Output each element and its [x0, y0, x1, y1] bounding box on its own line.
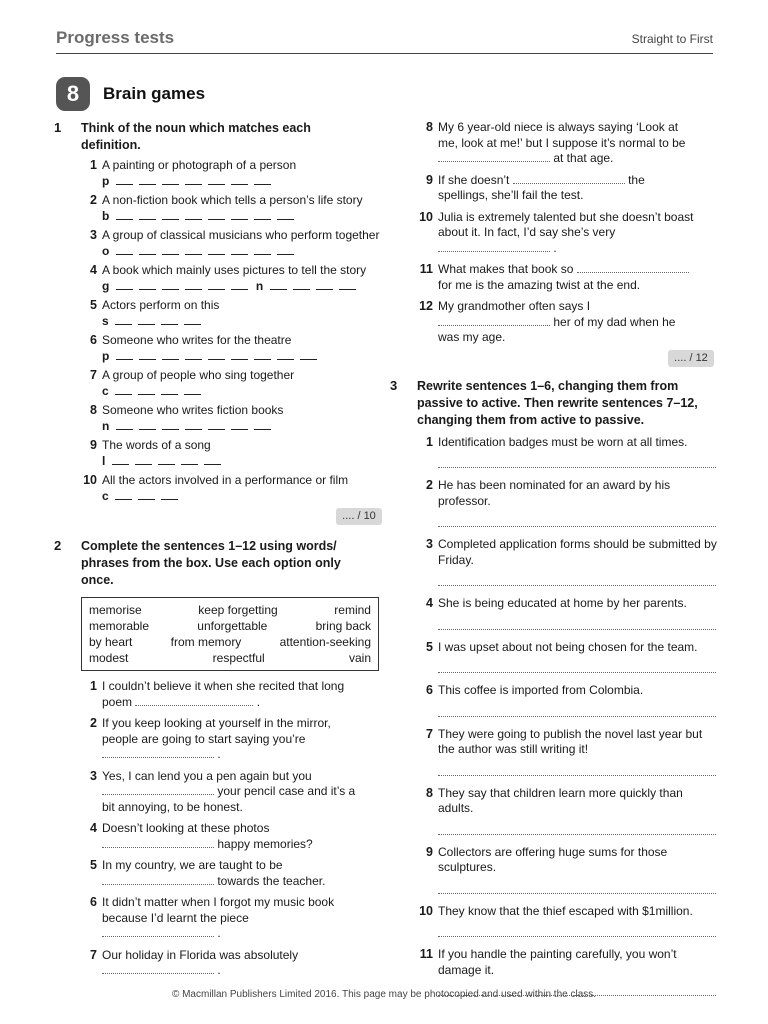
item-number: 1: [90, 679, 97, 693]
item-number: 4: [90, 821, 97, 835]
letter-blank[interactable]: [162, 175, 179, 185]
word-option: remind: [334, 603, 371, 617]
header-book-title: Straight to First: [631, 32, 713, 46]
answer-blanks[interactable]: [102, 454, 381, 470]
definition-text: The words of a song: [102, 438, 211, 452]
word-option: respectful: [212, 651, 265, 665]
answer-blanks[interactable]: [102, 419, 381, 435]
first-letter: c: [102, 383, 110, 398]
word-option: attention-seeking: [279, 635, 371, 649]
sentence-part: .: [256, 694, 261, 709]
definition-item: [81, 473, 381, 504]
sentence-part: her of my dad when he was my age.: [438, 314, 676, 344]
item-number: 8: [426, 785, 433, 800]
sentence-part: .: [217, 747, 221, 761]
letter-blank[interactable]: [139, 175, 156, 185]
rewrite-item: [417, 596, 717, 630]
sentence-text: She is being educated at home by her parents.: [438, 596, 687, 610]
rewrite-item: [417, 683, 717, 717]
sentence-part: happy memories?: [217, 836, 313, 851]
letter-blank[interactable]: [231, 175, 248, 185]
definition-text: A group of classical musicians who perform together: [102, 228, 380, 242]
item-number: 10: [419, 903, 433, 918]
answer-gap[interactable]: [102, 876, 214, 885]
word-option: unforgettable: [197, 619, 268, 633]
page-header: [56, 26, 713, 54]
sentence-text: [102, 948, 359, 979]
word-box: [81, 597, 379, 671]
answer-line[interactable]: [438, 766, 716, 776]
first-letter: p: [102, 348, 110, 363]
answer-blanks[interactable]: [102, 209, 381, 225]
answer-line[interactable]: [438, 458, 716, 468]
item-number: 8: [90, 403, 97, 417]
first-letter: p: [102, 173, 110, 188]
first-letter: n: [255, 278, 264, 293]
letter-blank[interactable]: [135, 455, 152, 465]
letter-blank[interactable]: [208, 175, 225, 185]
item-number: 1: [426, 434, 433, 449]
sentence-item: [81, 679, 359, 710]
item-number: 2: [90, 716, 97, 730]
sentence-text: [102, 769, 359, 816]
sentence-part: It didn’t matter when I forgot my music book because I’d learnt the piece: [102, 895, 335, 925]
letter-blank[interactable]: [204, 455, 221, 465]
sentence-text: [102, 858, 359, 889]
letter-blank[interactable]: [254, 245, 271, 255]
letter-blank[interactable]: [208, 350, 225, 360]
answer-gap[interactable]: [438, 317, 550, 326]
section-number: 1: [54, 120, 62, 135]
answer-line[interactable]: [438, 707, 716, 717]
definition-item: [81, 193, 381, 224]
instruction-range: 1–6: [530, 378, 552, 393]
definition-item: [81, 263, 381, 294]
letter-blank[interactable]: [139, 350, 156, 360]
sentence-text: [102, 679, 359, 710]
definition-item: [81, 228, 381, 259]
header-title: Progress tests: [56, 28, 175, 47]
definition-text: A non-fiction book which tells a person’s life story: [102, 193, 363, 207]
word-option: memorise: [89, 603, 142, 617]
answer-line[interactable]: [438, 927, 716, 937]
sentence-text: They know that the thief escaped with $1million.: [438, 903, 693, 918]
unit-number-badge: 8: [56, 77, 90, 111]
first-letter: g: [102, 278, 110, 293]
letter-blank[interactable]: [138, 385, 155, 395]
word-option: by heart: [89, 635, 133, 649]
answer-gap[interactable]: [438, 243, 550, 252]
item-number: 5: [90, 298, 97, 312]
letter-blank[interactable]: [115, 490, 132, 500]
sentence-text: [438, 210, 695, 257]
sentence-part: the spellings, she’ll fail the test.: [438, 172, 645, 202]
answer-gap[interactable]: [438, 153, 550, 162]
word-box-row: [89, 634, 371, 650]
sentence-part: your pencil case and it’s a bit annoying, to be honest.: [102, 784, 356, 814]
instruction-text: Rewrite sentences: [417, 378, 531, 393]
letter-blank[interactable]: [116, 350, 133, 360]
sentence-part: for me is the amazing twist at the end.: [438, 277, 641, 292]
letter-blank[interactable]: [231, 210, 248, 220]
score-box: .... / 10: [336, 508, 382, 525]
sentence-item: [417, 262, 695, 293]
item-number: 3: [90, 768, 97, 783]
word-option: bring back: [315, 619, 371, 633]
letter-blank[interactable]: [161, 385, 178, 395]
section-2: [52, 538, 382, 979]
sentence-text: [102, 821, 359, 852]
sentence-item: [417, 173, 695, 204]
letter-blank[interactable]: [208, 210, 225, 220]
section-number: 3: [390, 377, 398, 393]
letter-blank[interactable]: [138, 315, 155, 325]
sentence-item: [417, 210, 695, 257]
first-letter: o: [102, 243, 110, 258]
letter-blank[interactable]: [339, 280, 356, 290]
item-number: 4: [90, 263, 97, 277]
instruction-text: using words/ phrases from the box. Use each option only once.: [81, 539, 341, 587]
sentence-part: My 6 year-old niece is always saying ‘Look at me, look at me!’ but I suppose it’s normal to be: [438, 120, 686, 150]
rewrite-item: [417, 904, 717, 938]
item-number: 9: [426, 172, 433, 187]
rewrite-item: [417, 537, 717, 586]
definition-text: A book which mainly uses pictures to tell the story: [102, 263, 367, 277]
answer-gap[interactable]: [102, 839, 214, 848]
item-number: 2: [90, 193, 97, 207]
item-number: 7: [90, 947, 97, 962]
letter-blank[interactable]: [185, 280, 202, 290]
sentence-text: [102, 716, 359, 763]
letter-blank[interactable]: [277, 210, 294, 220]
letter-blank[interactable]: [231, 350, 248, 360]
sentence-part: .: [553, 240, 557, 255]
section-1-items: [81, 158, 382, 504]
item-number: 6: [90, 895, 97, 909]
word-box-row: [89, 602, 371, 618]
sentence-item: [81, 895, 359, 942]
definition-item: [81, 403, 381, 434]
item-number: 11: [419, 947, 433, 961]
definition-item: [81, 158, 381, 189]
definition-text: A group of people who sing together: [102, 368, 295, 382]
sentence-part: Doesn’t looking at these photos: [102, 821, 270, 835]
rewrite-item: [417, 845, 717, 894]
first-letter: c: [102, 488, 110, 503]
letter-blank[interactable]: [254, 175, 271, 185]
letter-blank[interactable]: [277, 245, 294, 255]
item-number: 10: [419, 209, 433, 224]
letter-blank[interactable]: [208, 280, 225, 290]
letter-blank[interactable]: [185, 420, 202, 430]
letter-blank[interactable]: [139, 280, 156, 290]
sentence-text: [438, 299, 695, 346]
letter-blank[interactable]: [231, 420, 248, 430]
letter-blank[interactable]: [254, 210, 271, 220]
letter-blank[interactable]: [184, 385, 201, 395]
definition-item: [81, 333, 381, 364]
letter-blank[interactable]: [158, 455, 175, 465]
instruction-text: , changing them from active to passive.: [417, 395, 698, 427]
answer-gap[interactable]: [102, 786, 214, 795]
sentence-part: Yes, I can lend you a pen again but you: [102, 768, 312, 783]
letter-blank[interactable]: [161, 490, 178, 500]
letter-blank[interactable]: [139, 245, 156, 255]
answer-blanks[interactable]: [102, 314, 381, 330]
answer-line[interactable]: [438, 517, 716, 527]
word-option: memorable: [89, 619, 150, 633]
letter-blank[interactable]: [115, 385, 132, 395]
sentence-item: [81, 858, 359, 889]
letter-blank[interactable]: [138, 490, 155, 500]
letter-blank[interactable]: [112, 455, 129, 465]
item-number: 9: [90, 438, 97, 452]
letter-blank[interactable]: [162, 420, 179, 430]
definition-text: A painting or photograph of a person: [102, 158, 297, 172]
answer-gap[interactable]: [513, 175, 625, 184]
section-2-items: [81, 679, 382, 979]
letter-blank[interactable]: [162, 210, 179, 220]
section-number: 2: [54, 538, 62, 553]
letter-blank[interactable]: [162, 245, 179, 255]
definition-text: All the actors involved in a performance or film: [102, 473, 349, 487]
letter-blank[interactable]: [208, 420, 225, 430]
sentence-part: What makes that book so: [438, 262, 574, 276]
item-number: 12: [419, 299, 433, 313]
definition-text: Actors perform on this: [102, 298, 220, 312]
sentence-part: In my country, we are taught to be: [102, 858, 283, 872]
letter-blank[interactable]: [185, 245, 202, 255]
instruction-text: Complete the sentences: [81, 539, 229, 553]
section-instruction: [81, 538, 361, 589]
definition-item: [81, 368, 381, 399]
sentence-part: My grandmother often says I: [438, 299, 591, 313]
item-number: 5: [90, 858, 97, 872]
letter-blank[interactable]: [293, 280, 310, 290]
section-2-items-continued: [388, 120, 716, 346]
rewrite-item: [417, 727, 717, 776]
section-instruction: [417, 378, 717, 429]
item-number: 7: [426, 726, 433, 741]
sentence-text: [438, 120, 695, 167]
word-box-row: [89, 650, 371, 666]
first-letter: s: [102, 313, 110, 328]
sentence-item: [81, 769, 359, 816]
sentence-item: [81, 821, 359, 852]
rewrite-item: [417, 640, 717, 674]
sentence-item: [417, 120, 695, 167]
section-instruction: Think of the noun which matches each definition.: [81, 121, 311, 152]
item-number: 3: [90, 228, 97, 242]
sentence-text: If you handle the painting carefully, you won’t damage it.: [438, 947, 677, 977]
sentence-text: I was upset about not being chosen for the team.: [438, 639, 698, 654]
sentence-text: [438, 173, 695, 204]
letter-blank[interactable]: [116, 420, 133, 430]
definition-item: [81, 438, 381, 469]
right-column: [388, 120, 716, 996]
letter-blank[interactable]: [116, 210, 133, 220]
letter-blank[interactable]: [277, 350, 294, 360]
section-1: [52, 120, 382, 504]
letter-blank[interactable]: [316, 280, 333, 290]
sentence-text: [102, 895, 359, 942]
item-number: 9: [426, 844, 433, 859]
sentence-part: .: [217, 926, 221, 940]
word-option: modest: [89, 651, 129, 665]
answer-line[interactable]: [438, 620, 716, 630]
sentence-text: This coffee is imported from Colombia.: [438, 683, 644, 697]
unit-title: Brain games: [103, 84, 206, 103]
score-box: .... / 12: [668, 350, 714, 367]
letter-blank[interactable]: [184, 315, 201, 325]
rewrite-item: [417, 786, 717, 835]
item-number: 6: [426, 683, 433, 697]
item-number: 10: [83, 473, 97, 487]
sentence-text: They were going to publish the novel last year but the author was still writing it!: [438, 726, 703, 756]
answer-gap[interactable]: [135, 697, 253, 706]
letter-blank[interactable]: [116, 280, 133, 290]
answer-gap[interactable]: [577, 264, 689, 273]
letter-blank[interactable]: [185, 350, 202, 360]
answer-gap[interactable]: [102, 965, 214, 974]
sentence-text: Completed application forms should be submitted by Friday.: [438, 537, 717, 567]
sentence-text: They say that children learn more quickly than adults.: [438, 785, 683, 815]
item-number: 2: [426, 478, 433, 492]
item-number: 8: [426, 120, 433, 134]
sentence-item: [81, 948, 359, 979]
answer-line[interactable]: [438, 663, 716, 673]
answer-blanks[interactable]: [102, 244, 381, 260]
section-3: [388, 378, 716, 997]
sentence-part: Our holiday in Florida was absolutely: [102, 947, 299, 962]
definition-item: [81, 298, 381, 329]
sentence-part: Julia is extremely talented but she doesn’t boast about it. In fact, I’d say she’s very: [438, 209, 694, 239]
sentence-part: at that age.: [553, 151, 614, 165]
item-number: 4: [426, 596, 433, 610]
sentence-text: Identification badges must be worn at all times.: [438, 434, 688, 449]
first-letter: b: [102, 208, 110, 223]
word-box-row: [89, 618, 371, 634]
sentence-text: [438, 262, 695, 293]
letter-blank[interactable]: [300, 350, 317, 360]
definition-text: Someone who writes fiction books: [102, 403, 284, 417]
letter-blank[interactable]: [270, 280, 287, 290]
answer-blanks[interactable]: [102, 349, 381, 365]
sentence-part: If she doesn’t: [438, 172, 510, 187]
unit-heading: [56, 76, 205, 112]
letter-blank[interactable]: [254, 420, 271, 430]
letter-blank[interactable]: [116, 175, 133, 185]
letter-blank[interactable]: [231, 245, 248, 255]
item-number: 7: [90, 368, 97, 382]
letter-blank[interactable]: [181, 455, 198, 465]
answer-blanks[interactable]: [102, 279, 381, 295]
sentence-part: I couldn’t believe it when she recited that long poem: [102, 679, 345, 709]
sentence-text: Collectors are offering huge sums for those sculptures.: [438, 844, 668, 874]
first-letter: n: [102, 418, 110, 433]
rewrite-item: [417, 478, 717, 527]
letter-blank[interactable]: [161, 315, 178, 325]
answer-line[interactable]: [438, 825, 716, 835]
word-option: keep forgetting: [198, 603, 278, 617]
answer-gap[interactable]: [102, 928, 214, 937]
left-column: [52, 120, 382, 979]
letter-blank[interactable]: [185, 175, 202, 185]
item-number: 1: [90, 158, 97, 172]
rewrite-item: [417, 435, 717, 469]
sentence-part: If you keep looking at yourself in the mirror, people are going to start saying you’re: [102, 716, 331, 746]
letter-blank[interactable]: [116, 245, 133, 255]
definition-text: Someone who writes for the theatre: [102, 333, 292, 347]
sentence-part: .: [217, 963, 221, 977]
instruction-range: 7–12: [666, 395, 695, 410]
word-option: from memory: [170, 635, 242, 649]
sentence-text: He has been nominated for an award by his professor.: [438, 478, 671, 508]
letter-blank[interactable]: [162, 280, 179, 290]
instruction-range: 1–12: [228, 539, 257, 553]
answer-gap[interactable]: [102, 749, 214, 758]
sentence-item: [417, 299, 695, 346]
item-number: 11: [419, 262, 433, 276]
item-number: 6: [90, 333, 97, 347]
section-3-items: [417, 435, 716, 997]
letter-blank[interactable]: [231, 280, 248, 290]
page-footer: © Macmillan Publishers Limited 2016. This page may be photocopied and used within the class.: [171, 989, 597, 1000]
item-number: 5: [426, 639, 433, 654]
answer-blanks[interactable]: [102, 174, 381, 190]
first-letter: l: [102, 453, 106, 468]
letter-blank[interactable]: [162, 350, 179, 360]
answer-line[interactable]: [438, 884, 716, 894]
instruction-text: , changing them from passive to active. Then rewrite sentences: [417, 378, 679, 410]
letter-blank[interactable]: [115, 315, 132, 325]
word-option: vain: [348, 651, 371, 665]
answer-blanks[interactable]: [102, 384, 381, 400]
letter-blank[interactable]: [139, 420, 156, 430]
sentence-item: [81, 716, 359, 763]
answer-line[interactable]: [438, 576, 716, 586]
sentence-part: towards the teacher.: [217, 873, 326, 888]
letter-blank[interactable]: [208, 245, 225, 255]
letter-blank[interactable]: [139, 210, 156, 220]
answer-blanks[interactable]: [102, 489, 381, 505]
item-number: 3: [426, 537, 433, 551]
letter-blank[interactable]: [254, 350, 271, 360]
letter-blank[interactable]: [185, 210, 202, 220]
